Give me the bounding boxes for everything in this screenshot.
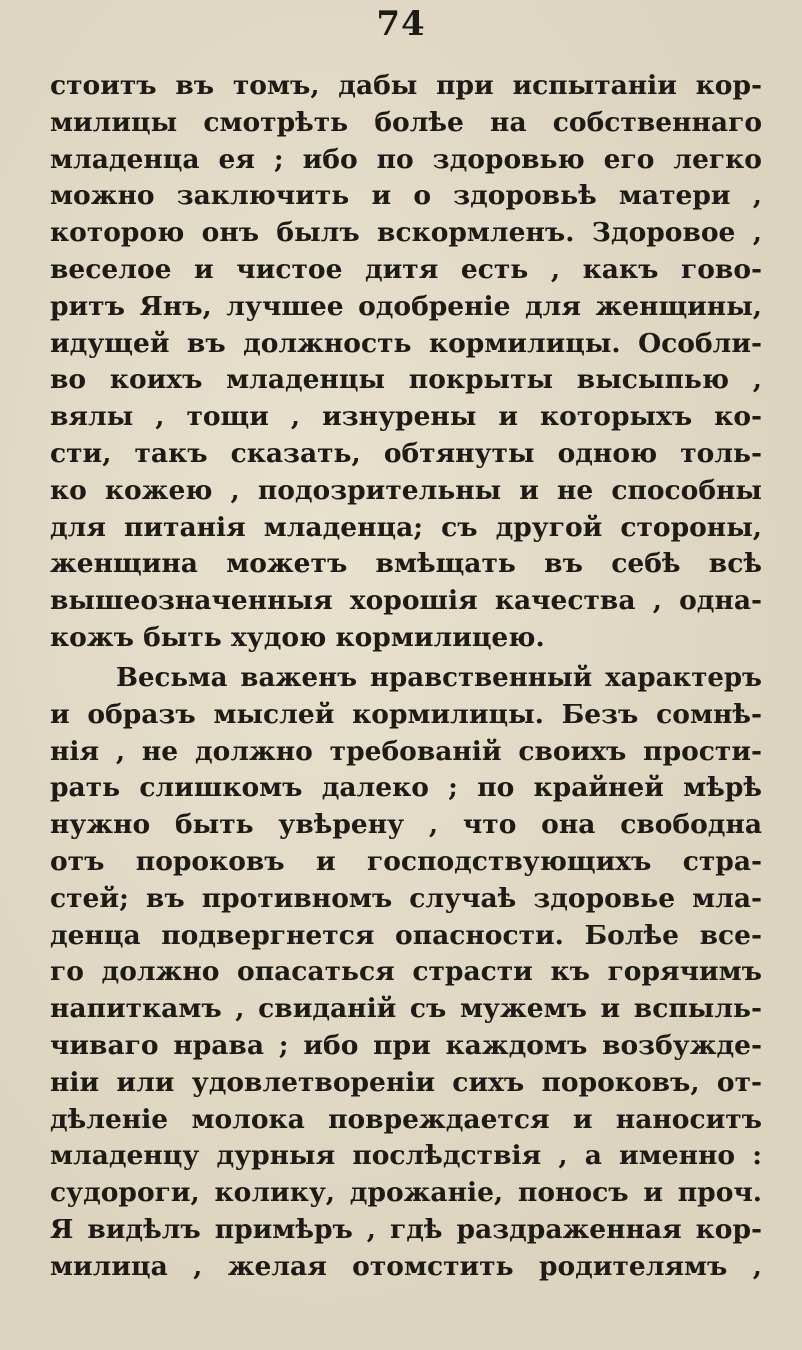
text-line: и образъ мыслей кормилицы. Безъ сомнѣ- [50, 698, 762, 730]
text-line: которою онъ былъ вскормленъ. Здоровое , [50, 217, 762, 249]
text-line: го должно опасаться страсти къ горячимъ [50, 956, 762, 988]
text-line: во коихъ младенцы покрыты высыпью , [50, 364, 762, 396]
text-line: ніи или удовлетвореніи сихъ пороковъ, от- [50, 1066, 762, 1098]
text-line: стоитъ въ томъ, дабы при испытаніи кор- [50, 70, 762, 101]
paragraph-1 [50, 68, 762, 657]
text-line: нія , не должно требованій своихъ прости- [50, 735, 762, 767]
text-line: ритъ Янъ, лучшее одобреніе для женщины, [50, 290, 762, 322]
text-line: судороги, колику, дрожаніе, поносъ и проч. [50, 1177, 762, 1209]
text-line: младенцу дурныя послѣдствія , а именно : [50, 1140, 762, 1172]
text-line: денца подвергнется опасности. Болѣе все- [50, 919, 762, 951]
text-line: вялы , тощи , изнурены и которыхъ ко- [50, 401, 762, 433]
text-line: веселое и чистое дитя есть , какъ гово- [50, 253, 762, 285]
text-line: напиткамъ , свиданій съ мужемъ и вспыль- [50, 993, 762, 1025]
page-number: 74 [376, 4, 426, 44]
text-line: милица , желая отомстить родителямъ , [50, 1250, 762, 1282]
text-line: дѣленіе молока повреждается и наноситъ [50, 1103, 762, 1135]
text-line: для питанія младенца; съ другой стороны, [50, 511, 762, 543]
text-line: стей; въ противномъ случаѣ здоровье мла- [50, 882, 762, 914]
text-line: женщина можетъ вмѣщать въ себѣ всѣ [50, 548, 762, 580]
text-line: рать слишкомъ далеко ; по крайней мѣрѣ [50, 772, 762, 804]
paragraph-2 [50, 660, 762, 1286]
text-line: можно заключить и о здоровьѣ матери , [50, 180, 762, 212]
text-line: ко кожею , подозрительны и не способны [50, 474, 762, 506]
text-line: идущей въ должность кормилицы. Особли- [50, 327, 762, 359]
text-line: кожъ быть худою кормилицею. [50, 621, 545, 653]
text-line: милицы смотрѣть болѣе на собственнаго [50, 106, 762, 138]
text-line: чиваго нрава ; ибо при каждомъ возбужде- [50, 1029, 762, 1061]
text-line: младенца ея ; ибо по здоровью его легко [50, 143, 762, 175]
text-line: вышеозначенныя хорошія качества , одна- [50, 585, 762, 617]
text-line: нужно быть увѣрену , что она свободна [50, 809, 762, 841]
text-line: Я видѣлъ примѣръ , гдѣ раздраженная кор- [50, 1213, 762, 1245]
text-line: Весьма важенъ нравственный характеръ [116, 663, 762, 693]
text-line: сти, такъ сказать, обтянуты одною толь- [50, 437, 762, 469]
text-line: отъ пороковъ и господствующихъ стра- [50, 845, 762, 877]
